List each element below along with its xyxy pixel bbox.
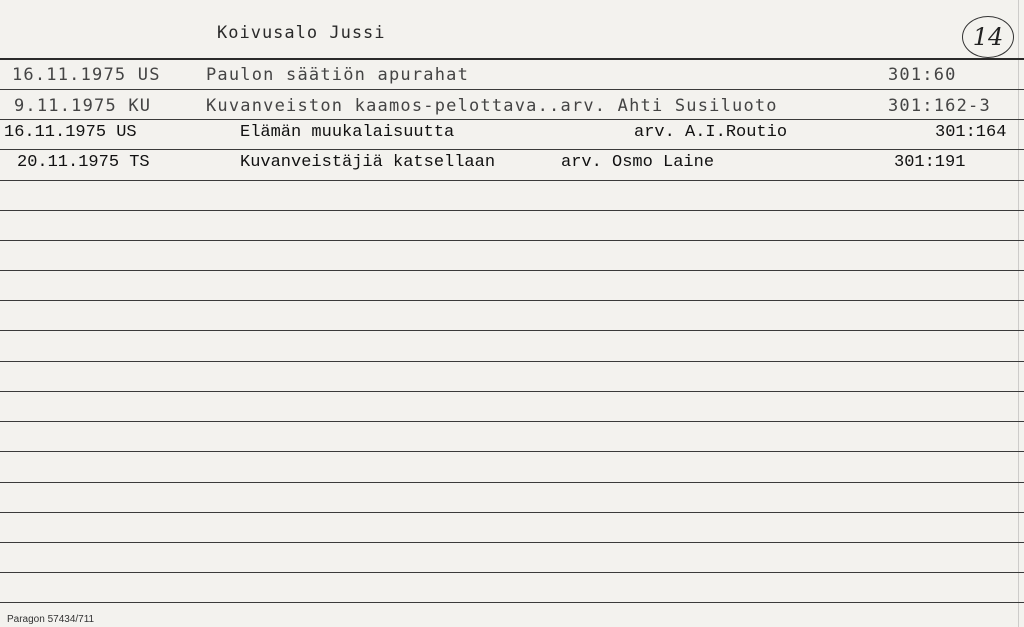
card-number-badge: 14 <box>962 16 1014 58</box>
ruled-line <box>0 119 1024 120</box>
ruled-line <box>0 210 1024 211</box>
entry-title: Paulon säätiön apurahat <box>206 65 470 85</box>
card-person-name: Koivusalo Jussi <box>217 23 386 43</box>
ruled-line <box>0 58 1024 60</box>
entry-review: arv. Osmo Laine <box>561 153 715 172</box>
entry-reference: 301:191 <box>894 153 966 172</box>
ruled-line <box>0 180 1024 181</box>
entry-reference: 301:164 <box>935 123 1007 142</box>
entry-date: 16.11.1975 US <box>4 123 137 142</box>
entry-reference: 301:162-3 <box>888 96 991 116</box>
entry-date: 9.11.1975 KU <box>14 96 152 116</box>
entry-title: Kuvanveiston kaamos-pelottava..arv. Ahti Susiluoto <box>206 96 778 116</box>
ruled-line <box>0 572 1024 573</box>
card-print-code: Paragon 57434/711 <box>7 614 95 625</box>
entry-title: Elämän muukalaisuutta <box>240 123 455 142</box>
ruled-line <box>0 421 1024 422</box>
ruled-line <box>0 330 1024 331</box>
entry-title: Kuvanveistäjiä katsellaan <box>240 153 496 172</box>
ruled-line <box>0 602 1024 603</box>
entry-review: arv. A.I.Routio <box>634 123 788 142</box>
entry-date: 16.11.1975 US <box>12 65 161 85</box>
entry-reference: 301:60 <box>888 65 957 85</box>
ruled-line <box>0 149 1024 150</box>
ruled-line <box>0 542 1024 543</box>
ruled-line <box>0 391 1024 392</box>
ruled-line <box>0 240 1024 241</box>
ruled-line <box>0 361 1024 362</box>
ruled-line <box>0 451 1024 452</box>
ruled-line <box>0 512 1024 513</box>
card-edge <box>1018 0 1019 627</box>
ruled-line <box>0 270 1024 271</box>
entry-date: 20.11.1975 TS <box>17 153 150 172</box>
ruled-line <box>0 482 1024 483</box>
ruled-line <box>0 300 1024 301</box>
ruled-line <box>0 89 1024 90</box>
